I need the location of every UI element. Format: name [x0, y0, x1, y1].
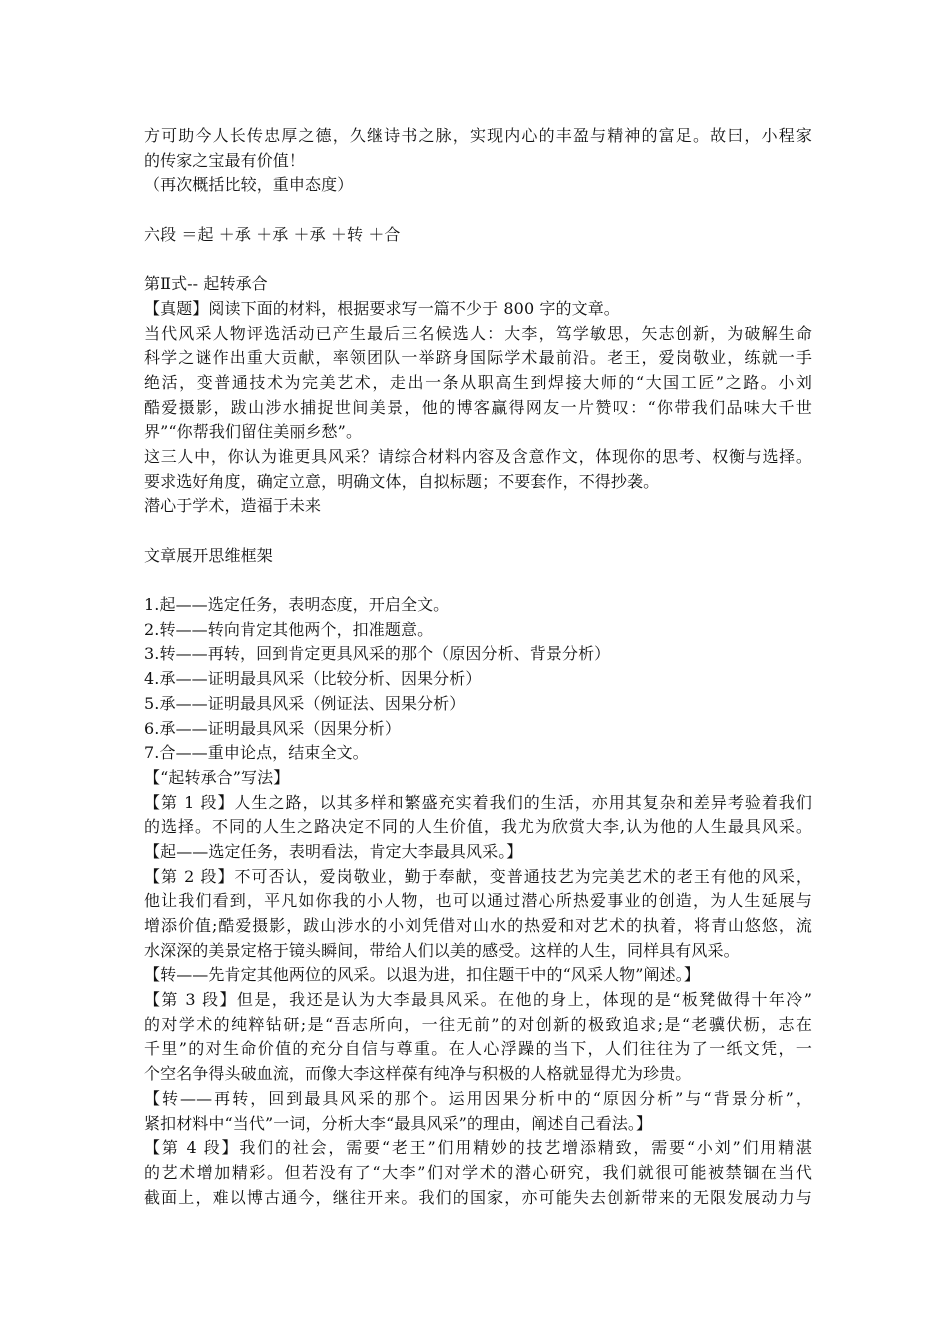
text-line: 【第 2 段】不可否认，爱岗敬业，勤于奉献，变普通技艺为完美艺术的老王有他的风采，: [144, 866, 812, 886]
text-line: 【第 4 段】我们的社会，需要“老王”们用精妙的技艺增添精致，需要“小刘”们用精湛: [144, 1138, 812, 1158]
text-line: （再次概括比较，重申态度）: [144, 175, 354, 195]
document-page: [144, 124, 812, 1210]
text-line: 4.承——证明最具风采（比较分析、因果分析）: [144, 669, 482, 689]
text-line: 潜心于学术，造福于未来: [144, 496, 322, 516]
text-line: 科学之谜作出重大贡献，率领团队一举跻身国际学术最前沿。老王，爱岗敬业，练就一手: [144, 348, 812, 368]
blank-line: [144, 519, 812, 544]
text-line: 【“起转承合”写法】: [144, 767, 290, 787]
text-line: 6.承——证明最具风采（因果分析）: [144, 718, 401, 738]
blank-line: [144, 568, 812, 593]
text-line: 这三人中，你认为谁更具风采？请综合材料内容及含意作文，体现你的思考、权衡与选择。: [144, 446, 812, 466]
text-line: 界”“你帮我们留住美丽乡愁”。: [144, 422, 363, 442]
text-line: 紧扣材料中“当代”一词，分析大李“最具风采”的理由，阐述自己看法。】: [144, 1113, 653, 1133]
blank-line: [144, 198, 812, 223]
text-line: 绝活，变普通技术为完美艺术，走出一条从职高生到焊接大师的“大国工匠”之路。小刘: [144, 372, 812, 392]
text-line: 增添价值;酷爱摄影，跋山涉水的小刘凭借对山水的热爱和对艺术的执着，将青山悠悠，流: [144, 916, 812, 935]
text-line: 【第 1 段】人生之路，以其多样和繁盛充实着我们的生活，亦用其复杂和差异考验着我们: [144, 792, 812, 812]
text-line: 【真题】阅读下面的材料，根据要求写一篇不少于 800 字的文章。: [144, 298, 620, 318]
text-line: 水深深的美景定格于镜头瞬间，带给人们以美的感受。这样的人生，同样具有风采。: [144, 940, 740, 960]
text-line: 【转——先肯定其他两位的风采。以退为进，扣住题干中的“风采人物”阐述。】: [144, 965, 700, 985]
text-line: 的选择。不同的人生之路决定不同的人生价值，我尤为欣赏大李,认为他的人生最具风采。: [144, 817, 812, 837]
text-line: 【起——选定任务，表明看法，肯定大李最具风采。】: [144, 841, 523, 861]
text-line: 的对学术的纯粹钻研;是“吾志所向，一往无前”的对创新的极致追求;是“老骥伏枥，志在: [144, 1014, 812, 1034]
text-line: 的传家之宝最有价值！: [144, 150, 306, 170]
text-line: 【转——再转，回到最具风采的那个。运用因果分析中的“原因分析”与“背景分析”，: [144, 1088, 812, 1108]
text-line: 他让我们看到，平凡如你我的小人物，也可以通过潜心所热爱事业的创造，为人生延展与: [144, 891, 812, 911]
text-line: 7.合——重申论点，结束全文。: [144, 743, 369, 763]
text-line: 六段 ＝起 ＋承 ＋承 ＋承 ＋转 ＋合: [144, 224, 401, 244]
blank-line: [144, 247, 812, 272]
text-line: 酷爱摄影，跋山涉水捕捉世间美景，他的博客赢得网友一片赞叹：“你带我们品味大千世: [144, 397, 812, 417]
text-line: 方可助今人长传忠厚之德，久继诗书之脉，实现内心的丰盈与精神的富足。故曰，小程家: [144, 126, 812, 145]
text-line: 文章展开思维框架: [144, 545, 273, 565]
text-line: 3.转——再转，回到肯定更具风采的那个（原因分析、背景分析）: [144, 644, 611, 664]
text-line: 当代风采人物评选活动已产生最后三名候选人：大李，笃学敏思，矢志创新，为破解生命: [144, 323, 812, 343]
text-line: 2.转——转向肯定其他两个，扣准题意。: [144, 619, 434, 639]
text-line: 的艺术增加精彩。但若没有了“大李”们对学术的潜心研究，我们就很可能被禁锢在当代: [144, 1162, 812, 1182]
text-line: 千里”的对生命价值的充分自信与尊重。在人心浮躁的当下，人们往往为了一纸文凭，一: [144, 1039, 812, 1059]
text-line: 1.起——选定任务，表明态度，开启全文。: [144, 595, 450, 615]
text-line: 截面上，难以博古通今，继往开来。我们的国家，亦可能失去创新带来的无限发展动力与: [144, 1187, 812, 1207]
text-line: 个空名争得头破血流，而像大李这样葆有纯净与积极的人格就显得尤为珍贵。: [144, 1064, 692, 1084]
text-line: 【第 3 段】但是，我还是认为大李最具风采。在他的身上，体现的是“板凳做得十年冷”: [144, 990, 812, 1010]
text-line: 5.承——证明最具风采（例证法、因果分析）: [144, 693, 466, 713]
text-line: 第Ⅱ式-- 起转承合: [144, 274, 268, 294]
text-line: 要求选好角度，确定立意，明确文体，自拟标题；不要套作，不得抄袭。: [144, 471, 660, 491]
